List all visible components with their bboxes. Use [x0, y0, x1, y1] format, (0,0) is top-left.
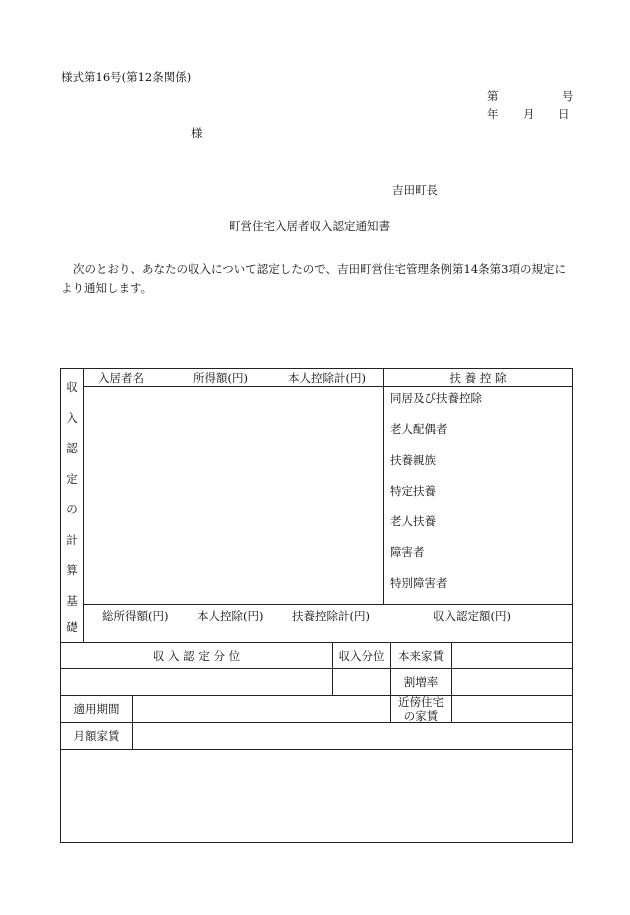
nearby-rent-label-line1: 近傍住宅	[398, 695, 444, 709]
side-label-char: 入	[66, 411, 78, 425]
period-label: 適用期間	[73, 702, 120, 716]
date-day: 日	[558, 107, 570, 121]
monthly-rent-label: 月額家賃	[73, 729, 120, 743]
self-deduction-label: 本人控除(円)	[197, 609, 264, 623]
number-prefix: 第	[487, 89, 499, 103]
dependent-deduction-total-label: 扶養控除計(円)	[292, 609, 370, 623]
notice-body: 次のとおり、あなたの収入について認定したので、吉田町営住宅管理条例第14条第3項の規定により通知します。	[61, 262, 566, 295]
recipient-honorific: 様	[191, 126, 203, 140]
side-label-char: 認	[66, 441, 78, 455]
form-number: 様式第16号(第12条関係)	[61, 70, 192, 84]
dependent-item: 障害者	[390, 545, 425, 559]
dependent-item: 同居及び扶養控除	[390, 391, 482, 405]
self-deduction-total-header: 本人控除計(円)	[288, 371, 366, 385]
side-label-char: 算	[66, 563, 78, 577]
issuer: 吉田町長	[392, 183, 438, 197]
dependent-item: 特別障害者	[390, 576, 448, 590]
side-label-char: 定	[66, 472, 78, 486]
side-label-char: の	[66, 502, 78, 516]
side-label-char: 基	[66, 594, 78, 608]
nearby-rent-label-line2: の家賃	[403, 709, 439, 723]
income-category-label: 収入分位	[338, 649, 385, 663]
side-label-char: 計	[66, 533, 78, 547]
base-rent-label: 本来家賃	[398, 649, 444, 663]
date-month: 月	[523, 107, 535, 121]
income-header: 所得額(円)	[193, 371, 248, 385]
dependent-item: 老人配偶者	[390, 422, 448, 436]
number-suffix: 号	[562, 89, 574, 103]
document-title: 町営住宅入居者収入認定通知書	[229, 219, 390, 233]
resident-name-header: 入居者名	[98, 371, 144, 385]
certified-income-label: 収入認定額(円)	[433, 609, 511, 623]
dependent-deduction-header: 扶 養 控 除	[449, 371, 507, 385]
calculation-table	[60, 368, 573, 843]
dependent-item: 特定扶養	[390, 484, 436, 498]
side-label-char: 礎	[66, 620, 78, 634]
dependent-item: 老人扶養	[390, 514, 436, 528]
income-category-header: 収 入 認 定 分 位	[152, 649, 241, 663]
dependent-item: 扶養親族	[390, 453, 436, 467]
side-label-char: 収	[66, 380, 78, 394]
surcharge-rate-label: 割増率	[403, 675, 439, 689]
date-year: 年	[487, 107, 499, 121]
total-income-label: 総所得額(円)	[102, 609, 169, 623]
side-label	[61, 368, 83, 642]
